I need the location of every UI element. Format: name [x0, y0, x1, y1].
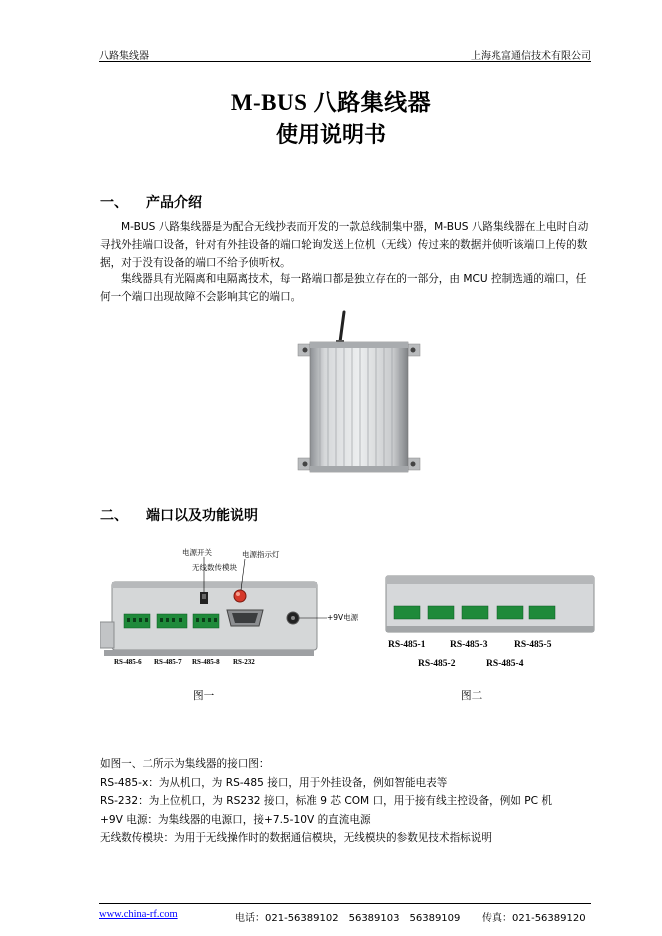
doc-subtitle: 使用说明书 [275, 123, 386, 148]
svg-text:RS-485-4: RS-485-4 [486, 659, 524, 669]
svg-text:RS-485-1: RS-485-1 [388, 640, 426, 650]
figure-1-front-panel [100, 546, 364, 671]
page-footer [99, 903, 591, 924]
figure-1-caption: 图一 [193, 690, 215, 702]
section-title: 产品介绍 [146, 195, 202, 211]
svg-text:RS-485-8: RS-485-8 [192, 658, 220, 666]
section-title: 端口以及功能说明 [146, 508, 258, 524]
figure-2-rear-panel [384, 574, 596, 674]
svg-text:RS-485-7: RS-485-7 [154, 658, 182, 666]
desc-line-rs485: RS-485-x：为从机口，为 RS-485 接口，用于外挂设备，例如智能电表等 [100, 776, 448, 789]
figure-2-caption: 图二 [461, 690, 483, 702]
footer-phone: 电话：021-56389102 56389103 56389109 [235, 913, 461, 924]
svg-text:无线数传模块: 无线数传模块 [192, 563, 237, 572]
svg-text:RS-485-2: RS-485-2 [418, 659, 456, 669]
svg-text:RS-485-5: RS-485-5 [514, 640, 552, 650]
svg-text:电源开关: 电源开关 [182, 548, 212, 557]
header-company: 上海兆富通信技术有限公司 [471, 51, 591, 62]
header-doc-title: 八路集线器 [99, 51, 149, 62]
doc-title: M-BUS 八路集线器 [230, 90, 432, 115]
svg-text:RS-232: RS-232 [233, 658, 255, 666]
footer-fax: 传真：021-56389120 [482, 913, 586, 924]
section-number: 一、 [100, 195, 128, 211]
svg-text:+9V电源: +9V电源 [327, 613, 359, 622]
intro-paragraph-2: 集线器具有光隔离和电隔离技术，每一路端口都是独立存在的一部分，由 MCU 控制选通的端口，任何一个端口出现故障不会影响其它的端口。 [100, 273, 587, 303]
section-heading-ports [100, 505, 258, 525]
section-heading-intro [100, 192, 202, 212]
desc-line-wireless: 无线数传模块：为用于无线操作时的数据通信模块，无线模块的参数见技术指标说明 [100, 832, 492, 844]
desc-line-rs232: RS-232：为上位机口，为 RS232 接口，标准 9 芯 COM 口，用于接有线主控设备，例如 PC 机 [100, 795, 552, 807]
product-photo [296, 308, 422, 476]
page-header [99, 46, 591, 62]
section-number: 二、 [100, 508, 128, 524]
desc-line-power: +9V 电源：为集线器的电源口，接+7.5-10V 的直流电源 [100, 813, 371, 826]
website-link[interactable]: www.china-rf.com [99, 909, 178, 920]
interface-description [100, 755, 600, 848]
svg-text:电源指示灯: 电源指示灯 [242, 550, 280, 559]
intro-paragraph-1: M-BUS 八路集线器是为配合无线抄表而开发的一款总线制集中器，M-BUS 八路集线器在上电时自动寻找外挂端口设备，针对有外挂设备的端口轮询发送上位机（无线）传过来的数据并侦听该端口上传的数据，对于没有设备的端口不给予侦听权。 [100, 221, 589, 269]
svg-text:RS-485-3: RS-485-3 [450, 640, 488, 650]
svg-text:RS-485-6: RS-485-6 [114, 658, 142, 666]
desc-line-intro: 如图一、二所示为集线器的接口图： [100, 758, 270, 770]
